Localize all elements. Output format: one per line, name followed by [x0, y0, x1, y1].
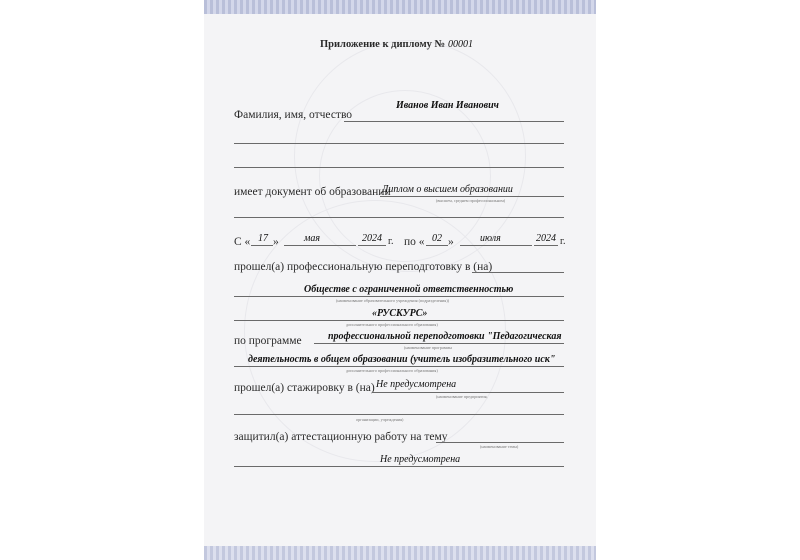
retraining-label: прошел(а) профессиональную переподготовку в (на) [234, 261, 493, 273]
from-month-underline [284, 245, 356, 246]
blank-line [234, 217, 564, 218]
period-to-prefix: по « [404, 236, 425, 248]
fio-value: Иванов Иван Иванович [396, 100, 499, 111]
period-from-suffix: г. [388, 236, 394, 247]
document-underline [380, 196, 564, 197]
program-line1: профессиональной переподготовки "Педагогическая [328, 331, 562, 342]
internship-underline [372, 392, 564, 393]
document-hint: (высшем, среднем профессиональном) [436, 198, 506, 203]
from-day-underline [251, 245, 273, 246]
retraining-org-line1: Обществе с ограниченной ответственностью [304, 284, 514, 295]
bottom-ornament-band [204, 546, 596, 560]
program-label: по программе [234, 335, 302, 347]
blank-line [234, 167, 564, 168]
internship-label: прошел(а) стажировку в (на) [234, 382, 375, 394]
program-line1-underline [314, 343, 564, 344]
period-to-month: июля [480, 233, 501, 244]
fio-label: Фамилия, имя, отчество [234, 109, 353, 121]
program-hint1: (наименование программы [404, 345, 452, 350]
blank-line [234, 414, 564, 415]
to-day-underline [426, 245, 448, 246]
diploma-supplement-sheet [204, 0, 596, 560]
period-to-close: » [448, 236, 454, 248]
program-line2-underline [234, 366, 564, 367]
period-to-suffix: г. [560, 236, 566, 247]
document-title: Приложение к диплому № [320, 39, 446, 50]
period-from-month: мая [304, 233, 321, 244]
program-hint2: дополнительного профессионального образования) [346, 368, 438, 373]
blank-line [234, 143, 564, 144]
from-year-underline [358, 245, 386, 246]
period-to-year: 2024 [536, 233, 556, 244]
program-line2: деятельность в общем образовании (учитель изобразительного иск" [248, 354, 556, 365]
internship-hint1: (наименование предприятия, [436, 394, 488, 399]
internship-hint2: организации, учреждения) [356, 417, 404, 422]
internship-value: Не предусмотрена [376, 379, 457, 390]
retraining-underline [472, 272, 564, 273]
thesis-value: Не предусмотрена [380, 454, 461, 465]
period-from-prefix: С « [234, 236, 251, 248]
retraining-hint1: (наименование образовательного учреждения (подразделения)) [336, 298, 449, 303]
top-ornament-band [204, 0, 596, 14]
diploma-number: 00001 [448, 39, 473, 50]
thesis-label: защитил(а) аттестационную работу на тему [234, 431, 448, 443]
period-from-close: » [273, 236, 279, 248]
to-month-underline [460, 245, 532, 246]
retraining-hint2: дополнительного профессионального образования) [346, 322, 438, 327]
period-from-day: 17 [258, 233, 268, 244]
thesis-value-underline [234, 466, 564, 467]
thesis-hint: (наименование темы) [480, 444, 519, 449]
document-value: Диплом о высшем образовании [382, 184, 513, 195]
to-year-underline [534, 245, 558, 246]
retraining-org-line2: «РУСКУРС» [372, 308, 428, 319]
org-line1-underline [234, 296, 564, 297]
period-to-day: 02 [432, 233, 442, 244]
org-line2-underline [234, 320, 564, 321]
period-from-year: 2024 [362, 233, 382, 244]
document-label: имеет документ об образовании [234, 186, 391, 198]
fio-underline [344, 121, 564, 122]
thesis-underline [436, 442, 564, 443]
